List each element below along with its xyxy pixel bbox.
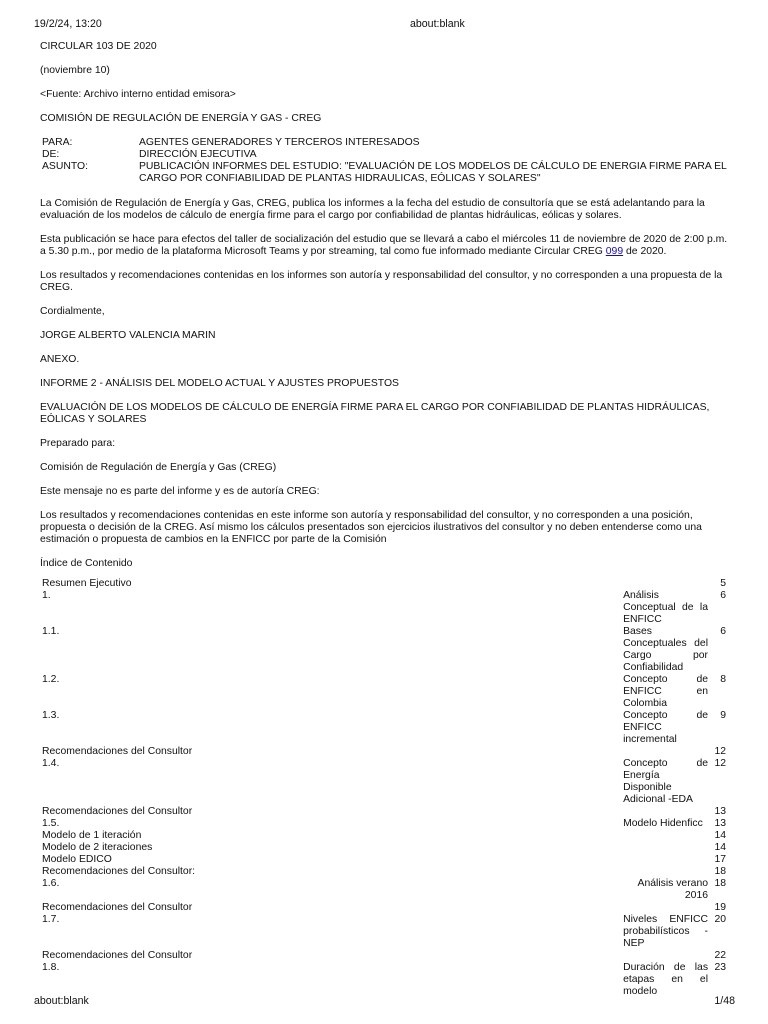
memo-row-de	[42, 149, 730, 161]
toc-page: 13	[714, 818, 726, 829]
table-of-contents	[40, 578, 726, 998]
toc-row	[40, 746, 726, 758]
toc-number: 1.2.	[42, 674, 60, 685]
toc-page: 17	[714, 854, 726, 865]
toc-entry: Modelo EDICO	[42, 854, 112, 865]
toc-title: Concepto de Energía Disponible Adicional -EDA	[623, 758, 709, 805]
print-footer-page-number: 1/48	[714, 995, 735, 1007]
issuer-name: COMISIÓN DE REGULACIÓN DE ENERGÍA Y GAS - CREG	[40, 113, 322, 124]
circular-099-link[interactable]: 099	[605, 246, 624, 257]
toc-row	[40, 902, 726, 914]
toc-row	[40, 818, 726, 830]
toc-entry: Recomendaciones del Consultor	[42, 746, 193, 757]
memo-header-table	[42, 137, 730, 185]
prepared-for-label: Preparado para:	[40, 438, 116, 449]
toc-page: 14	[714, 842, 726, 853]
toc-row	[40, 578, 726, 590]
toc-heading: Índice de Contenido	[40, 558, 133, 569]
disclaimer: Los resultados y recomendaciones contenidas en este informe son autoría y responsabilidad del consultor, y no corresponden a una posición, propuesta o decisión de la CREG. Así mismo los cálculos presentados son ejercicios ilustrativos del consultor y no deben entenderse como una estimación o propuesta de cambios en la ENFICC por parte de la Comisión	[40, 510, 702, 545]
memo-label: ASUNTO:	[42, 161, 88, 172]
toc-row	[40, 626, 726, 674]
memo-value: DIRECCIÓN EJECUTIVA	[139, 149, 257, 160]
toc-number: 1.8.	[42, 962, 60, 973]
paragraph-responsibility: Los resultados y recomendaciones contenidas en los informes son autoría y responsabilidad del consultor, y no corresponden a una propuesta de la CREG.	[40, 270, 723, 293]
toc-entry: Recomendaciones del Consultor	[42, 806, 193, 817]
annex-label: ANEXO.	[40, 354, 80, 365]
toc-row	[40, 674, 726, 710]
print-footer-url: about:blank	[34, 995, 89, 1007]
memo-label: DE:	[42, 149, 60, 160]
paragraph-publication: La Comisión de Regulación de Energía y Gas, CREG, publica los informes a la fecha del estudio de consultoría que se está adelantando para la evaluación de los modelos de cálculo de energía firme para el cargo por confiabilidad de plantas hidráulicas, eólicas y solares.	[40, 198, 705, 221]
toc-entry: Recomendaciones del Consultor:	[42, 866, 196, 877]
toc-row	[40, 842, 726, 854]
toc-page: 5	[720, 578, 726, 589]
toc-row	[40, 758, 726, 806]
toc-row	[40, 866, 726, 878]
memo-label: PARA:	[42, 137, 73, 148]
toc-page: 20	[714, 914, 726, 925]
toc-number: 1.5.	[42, 818, 60, 829]
toc-entry: Modelo de 1 iteración	[42, 830, 142, 841]
document-title: CIRCULAR 103 DE 2020	[40, 41, 157, 52]
toc-number: 1.3.	[42, 710, 60, 721]
closing: Cordialmente,	[40, 306, 105, 317]
toc-row	[40, 854, 726, 866]
document-body	[40, 41, 730, 998]
toc-entry: Modelo de 2 iteraciones	[42, 842, 153, 853]
toc-number: 1.	[42, 590, 51, 601]
toc-title: Bases Conceptuales del Cargo por Confiabilidad	[623, 626, 709, 673]
toc-page: 9	[720, 710, 726, 721]
client-name: Comisión de Regulación de Energía y Gas (CREG)	[40, 462, 277, 473]
print-header-date: 19/2/24, 13:20	[34, 18, 102, 30]
toc-title: Modelo Hidenficc	[623, 818, 703, 829]
toc-page: 13	[714, 806, 726, 817]
paragraph-workshop	[40, 234, 730, 258]
creg-notice: Este mensaje no es parte del informe y es de autoría CREG:	[40, 486, 320, 497]
toc-title: Duración de las etapas en el modelo	[623, 962, 709, 997]
toc-row	[40, 806, 726, 818]
toc-page: 8	[720, 674, 726, 685]
toc-title: Análisis Conceptual de la ENFICC	[623, 590, 709, 625]
report-title: INFORME 2 - ANÁLISIS DEL MODELO ACTUAL Y AJUSTES PROPUESTOS	[40, 378, 399, 389]
document-source: <Fuente: Archivo interno entidad emisora>	[40, 89, 236, 100]
toc-number: 1.4.	[42, 758, 60, 769]
toc-page: 12	[714, 746, 726, 757]
toc-page: 18	[714, 866, 726, 877]
toc-page: 6	[720, 590, 726, 601]
toc-entry: Recomendaciones del Consultor	[42, 902, 193, 913]
print-header-url: about:blank	[410, 18, 465, 30]
toc-page: 22	[714, 950, 726, 961]
document-date: (noviembre 10)	[40, 65, 110, 76]
signer-name: JORGE ALBERTO VALENCIA MARIN	[40, 330, 216, 341]
toc-page: 14	[714, 830, 726, 841]
toc-row	[40, 830, 726, 842]
toc-page: 18	[714, 878, 726, 889]
toc-page: 19	[714, 902, 726, 913]
toc-row	[40, 710, 726, 746]
memo-value: PUBLICACIÓN INFORMES DEL ESTUDIO: "EVALUACIÓN DE LOS MODELOS DE CÁLCULO DE ENERGIA FIRME PARA EL CARGO POR CONFIABILIDAD DE PLANTAS HIDRAULICAS, EÓLICAS Y SOLARES"	[139, 161, 727, 184]
workshop-text-end: de 2020.	[623, 246, 667, 257]
toc-page: 12	[714, 758, 726, 769]
study-title: EVALUACIÓN DE LOS MODELOS DE CÁLCULO DE ENERGÍA FIRME PARA EL CARGO POR CONFIABILIDAD DE PLANTAS HIDRÁULICAS, EÓLICAS Y SOLARES	[40, 402, 710, 425]
toc-page: 6	[720, 626, 726, 637]
toc-entry: Resumen Ejecutivo	[42, 578, 132, 589]
toc-row	[40, 950, 726, 962]
toc-number: 1.6.	[42, 878, 60, 889]
toc-number: 1.7.	[42, 914, 60, 925]
memo-value: AGENTES GENERADORES Y TERCEROS INTERESADOS	[139, 137, 420, 148]
toc-title: Concepto de ENFICC en Colombia	[623, 674, 709, 709]
memo-row-para	[42, 137, 730, 149]
toc-row	[40, 962, 726, 998]
toc-title: Niveles ENFICC probabilísticos - NEP	[623, 914, 709, 949]
toc-title: Concepto de ENFICC incremental	[623, 710, 709, 745]
toc-row	[40, 914, 726, 950]
toc-row	[40, 590, 726, 626]
toc-entry: Recomendaciones del Consultor	[42, 950, 193, 961]
workshop-text: Esta publicación se hace para efectos del taller de socialización del estudio que se llevará a cabo el miércoles 11 de noviembre de 2020 de 2:00 p.m. a 5.30 p.m., por medio de la plataforma Microsoft Teams y por streaming, tal como fue informado mediante Circular CREG	[40, 234, 728, 257]
toc-number: 1.1.	[42, 626, 60, 637]
toc-row	[40, 878, 726, 902]
toc-title: Análisis verano 2016	[637, 878, 709, 901]
memo-row-asunto	[42, 161, 730, 185]
toc-page: 23	[714, 962, 726, 973]
